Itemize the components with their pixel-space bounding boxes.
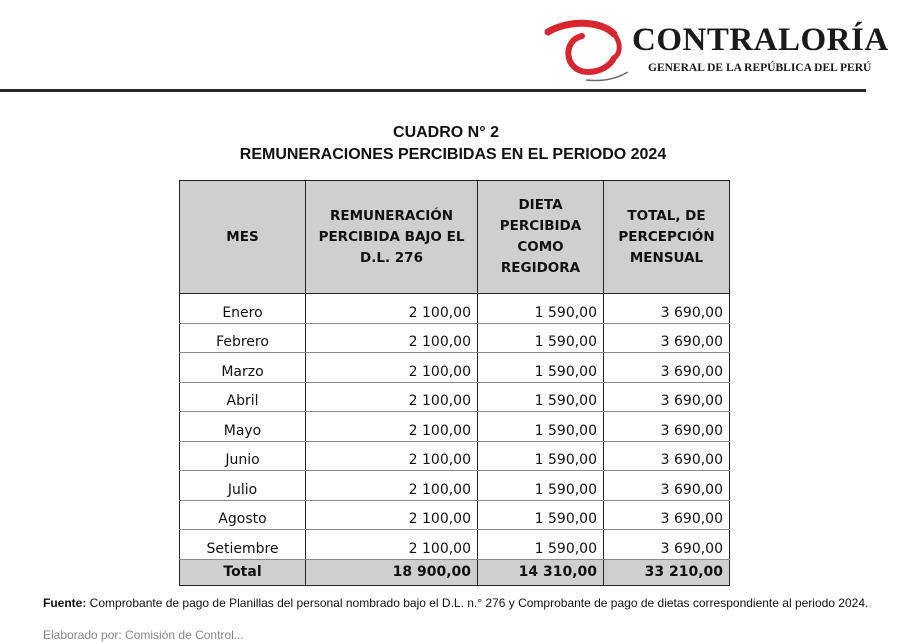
table-row — [180, 412, 730, 442]
cell-dieta: 1 590,00 — [478, 500, 604, 530]
table-number: CUADRO N° 2 — [393, 124, 499, 141]
cell-remuneracion: 2 100,00 — [306, 382, 478, 412]
cell-remuneracion: 2 100,00 — [306, 441, 478, 471]
cell-mes: Abril — [180, 382, 306, 412]
cell-mes: Febrero — [180, 323, 306, 353]
header-remuneracion: REMUNERACIÓN PERCIBIDA BAJO EL D.L. 276 — [306, 181, 478, 294]
cell-dieta: 1 590,00 — [478, 382, 604, 412]
cell-total: 3 690,00 — [604, 500, 730, 530]
cell-mes: Marzo — [180, 353, 306, 383]
cell-total: 3 690,00 — [604, 441, 730, 471]
header-dieta: DIETA PERCIBIDA COMO REGIDORA — [478, 181, 604, 294]
header-total-mensual: TOTAL, DE PERCEPCIÓN MENSUAL — [604, 181, 730, 294]
table-row — [180, 323, 730, 353]
cell-total: 3 690,00 — [604, 471, 730, 501]
table-row — [180, 441, 730, 471]
total-label: Total — [180, 559, 306, 585]
header-divider — [0, 89, 866, 92]
cell-dieta: 1 590,00 — [478, 412, 604, 442]
cell-total: 3 690,00 — [604, 294, 730, 324]
cell-dieta: 1 590,00 — [478, 323, 604, 353]
cell-remuneracion: 2 100,00 — [306, 471, 478, 501]
cell-dieta: 1 590,00 — [478, 353, 604, 383]
table-row — [180, 471, 730, 501]
total-remuneracion: 18 900,00 — [306, 559, 478, 585]
cell-remuneracion: 2 100,00 — [306, 353, 478, 383]
cell-remuneracion: 2 100,00 — [306, 294, 478, 324]
cell-remuneracion: 2 100,00 — [306, 530, 478, 560]
cell-total: 3 690,00 — [604, 353, 730, 383]
cell-mes: Setiembre — [180, 530, 306, 560]
elaborated-by-note: Elaborado por: Comisión de Control... — [43, 628, 244, 642]
logo-subtitle: GENERAL DE LA REPÚBLICA DEL PERÚ — [648, 62, 872, 74]
table-row — [180, 294, 730, 324]
cell-dieta: 1 590,00 — [478, 471, 604, 501]
source-text: Comprobante de pago de Planillas del personal nombrado bajo el D.L. n.° 276 y Comprobante de pago de dietas correspondiente al periodo 2024. — [86, 596, 869, 610]
contraloria-logo-icon — [538, 14, 630, 84]
cell-total: 3 690,00 — [604, 412, 730, 442]
logo-wordmark: CONTRALORÍA — [632, 22, 889, 58]
table-row — [180, 530, 730, 560]
table-titles — [0, 122, 906, 166]
cell-dieta: 1 590,00 — [478, 530, 604, 560]
table-title: REMUNERACIONES PERCIBIDAS EN EL PERIODO 2024 — [239, 146, 667, 163]
total-percepcion: 33 210,00 — [604, 559, 730, 585]
cell-mes: Julio — [180, 471, 306, 501]
cell-mes: Junio — [180, 441, 306, 471]
cell-remuneracion: 2 100,00 — [306, 412, 478, 442]
total-dieta: 14 310,00 — [478, 559, 604, 585]
source-note — [43, 596, 883, 610]
source-label: Fuente: — [43, 596, 87, 610]
cell-total: 3 690,00 — [604, 530, 730, 560]
table-row — [180, 353, 730, 383]
cell-mes: Mayo — [180, 412, 306, 442]
table-total-row — [180, 559, 730, 585]
table-row — [180, 382, 730, 412]
header-mes: MES — [180, 181, 306, 294]
table-row — [180, 500, 730, 530]
cell-total: 3 690,00 — [604, 323, 730, 353]
cell-total: 3 690,00 — [604, 382, 730, 412]
cell-mes: Enero — [180, 294, 306, 324]
cell-remuneracion: 2 100,00 — [306, 500, 478, 530]
table-header-row — [180, 181, 730, 294]
page-header — [0, 0, 906, 96]
cell-dieta: 1 590,00 — [478, 294, 604, 324]
cell-remuneracion: 2 100,00 — [306, 323, 478, 353]
cell-dieta: 1 590,00 — [478, 441, 604, 471]
remuneraciones-table — [179, 180, 730, 586]
cell-mes: Agosto — [180, 500, 306, 530]
